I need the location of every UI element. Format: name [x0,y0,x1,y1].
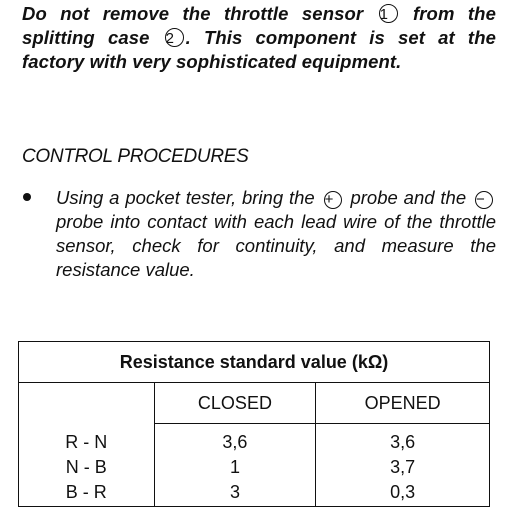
opened-value: 0,3 [390,482,416,502]
column-header-opened: OPENED [316,383,490,424]
procedure-text [56,186,496,282]
plus-probe-icon: + [324,191,342,209]
row-label: R - N [65,431,108,452]
note-text-1: Do not remove the throttle sensor [22,3,364,24]
table-title: Resistance standard value (kΩ) [19,342,490,383]
column-header-closed: CLOSED [154,383,316,424]
section-heading: CONTROL PROCEDURES [22,146,249,167]
reference-number-2: 2 [165,28,184,47]
opened-values-cell [316,424,490,507]
closed-values-cell [154,424,316,507]
warning-note [22,2,496,74]
closed-value: 3 [229,482,240,502]
procedure-text-3: probe into contact with each lead wire of the throttle sensor, check for continuity, and measure the resistance value. [56,211,496,280]
procedure-text-2: probe and the [350,187,467,208]
row-label: B - R [65,481,107,502]
resistance-table [18,341,490,507]
opened-value: 3,6 [390,432,416,452]
closed-value: 1 [229,457,240,477]
note-text-2: from the splitting case [22,3,496,48]
closed-value: 3,6 [222,432,248,452]
row-labels-cell [19,424,155,507]
bullet-icon [23,193,31,201]
opened-value: 3,7 [390,457,416,477]
table-corner-cell [19,383,155,424]
minus-probe-icon: − [475,191,493,209]
procedure-text-1: Using a pocket tester, bring the [56,187,315,208]
row-label: N - B [65,456,107,477]
note-text-3: . This component is set at the factory with very sophisticated equipment. [22,27,496,72]
reference-number-1: 1 [379,4,398,23]
